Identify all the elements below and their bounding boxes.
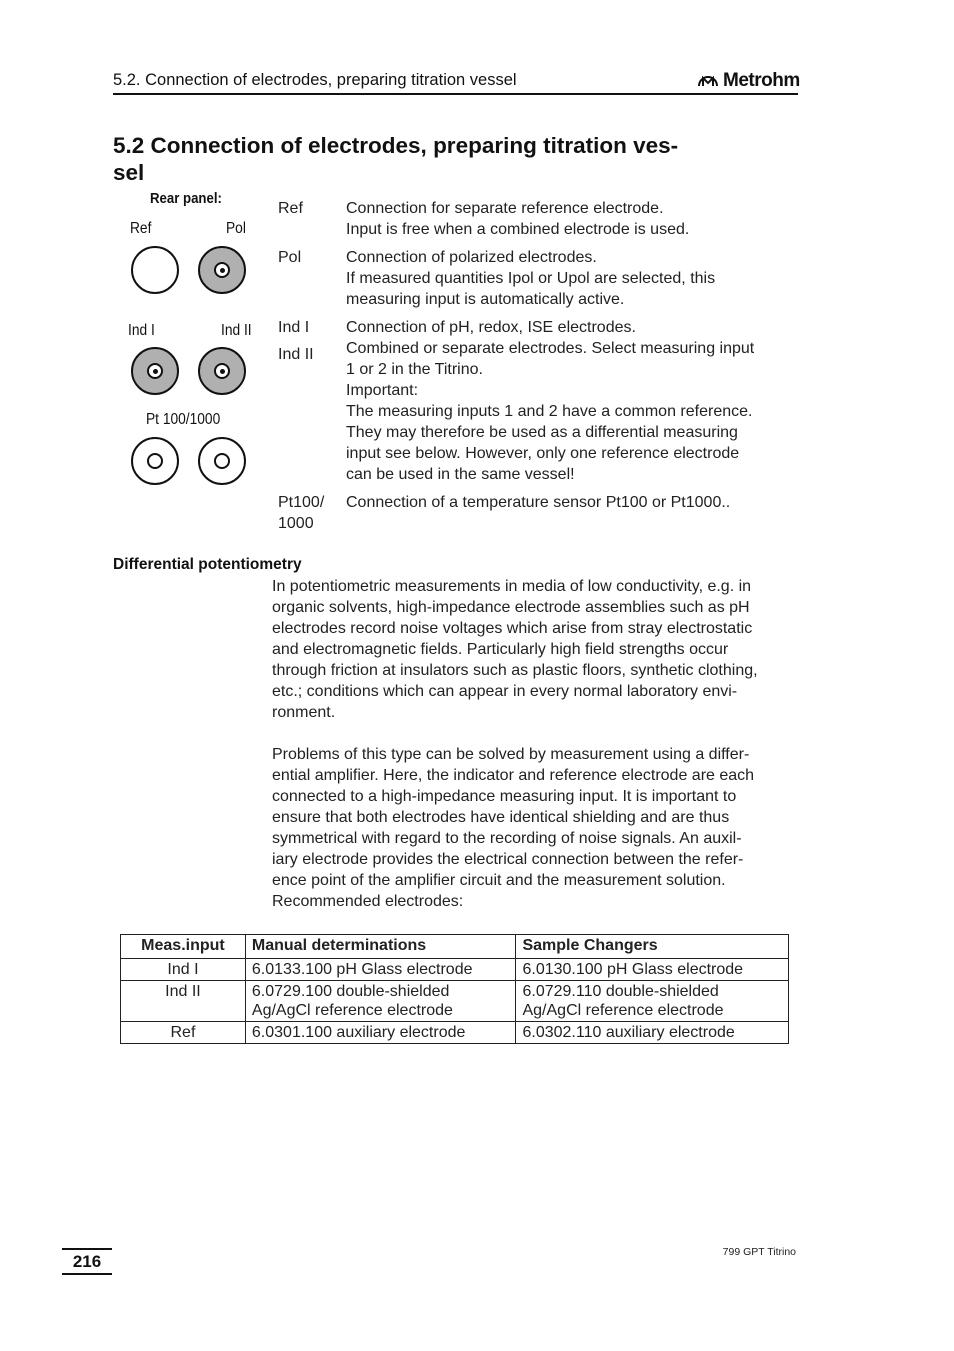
table-cell: 6.0133.100 pH Glass electrode	[245, 959, 516, 981]
table-header-cell: Manual determinations	[245, 935, 516, 959]
subsection-title: Differential potentiometry	[113, 556, 302, 573]
rear-label-ref: Ref	[130, 220, 152, 237]
logo-text: Metrohm	[723, 69, 800, 91]
conn-label-ind1: Ind I	[278, 319, 310, 336]
rear-label-pt: Pt 100/1000	[146, 411, 221, 428]
electrodes-table	[120, 934, 789, 1044]
brand-logo	[697, 68, 800, 93]
conn-label-pol: Pol	[278, 249, 302, 266]
section-title-line-1: 5.2 Connection of electrodes, preparing titration ves-	[113, 133, 679, 158]
ind2-socket-icon	[198, 347, 246, 395]
page-number: 216	[62, 1248, 112, 1275]
table-cell: 6.0130.100 pH Glass electrode	[516, 959, 789, 981]
rear-panel-title: Rear panel:	[150, 190, 222, 207]
conn-label-ref: Ref	[278, 200, 303, 217]
table-cell: 6.0302.110 auxiliary electrode	[516, 1022, 789, 1044]
table-cell: 6.0729.110 double-shielded Ag/AgCl reference electrode	[516, 981, 789, 1022]
pt-socket-2-icon	[198, 437, 246, 485]
rear-label-ind1: Ind I	[128, 322, 155, 339]
section-title-line-2: sel	[113, 160, 145, 185]
header-rule	[113, 93, 798, 95]
table-cell: Ind II	[121, 981, 246, 1022]
table-row	[121, 959, 789, 981]
conn-label-ind2: Ind II	[278, 346, 314, 363]
table-header-row	[121, 935, 789, 959]
table-cell: 6.0301.100 auxiliary electrode	[245, 1022, 516, 1044]
conn-desc-ref: Connection for separate reference electrode. Input is free when a combined electrode is used.	[346, 200, 690, 238]
rear-label-ind2: Ind II	[221, 322, 252, 339]
ind1-socket-icon	[131, 347, 179, 395]
ref-socket-icon	[131, 246, 179, 294]
running-header: 5.2. Connection of electrodes, preparing titration vessel	[113, 71, 517, 89]
product-name: 799 GPT Titrino	[722, 1246, 796, 1258]
paragraph-1: In potentiometric measurements in media of low conductivity, e.g. in organic solvents, high-impedance electrode assemblies such as pH electrodes record noise voltages which arise from stray electrostatic and electromagnetic fields. Particularly high field strengths occur through friction at insulators such as plastic floors, synthetic clothing, etc.; conditions which can appear in every normal laboratory envi- ronment.	[272, 578, 758, 721]
conn-label-pt: Pt100/ 1000	[278, 494, 325, 532]
conn-desc-pol: Connection of polarized electrodes. If measured quantities Ipol or Upol are selected, this measuring input is automatically active.	[346, 249, 716, 308]
pt-socket-1-icon	[131, 437, 179, 485]
rear-label-pol: Pol	[226, 220, 246, 237]
table-cell: Ref	[121, 1022, 246, 1044]
table-row	[121, 1022, 789, 1044]
paragraph-2: Problems of this type can be solved by measurement using a differ- ential amplifier. Here, the indicator and reference electrode are each connected to a high-impedance measuring input. It is important to ensure that both electrodes have identical shielding and are thus symmetrical with regard to the recording of noise signals. An auxil- iary electrode provides the electrical connection between the refer- ence point of the amplifier circuit and the measurement solution. Recommended electrodes:	[272, 746, 755, 910]
conn-desc-ind: Connection of pH, redox, ISE electrodes. Combined or separate electrodes. Select measuring input 1 or 2 in the Titrino. Important: The measuring inputs 1 and 2 have a common reference. They may therefore be used as a differential measuring input see below. However, only one reference electrode can be used in the same vessel!	[346, 319, 755, 483]
table-header-cell: Sample Changers	[516, 935, 789, 959]
pol-socket-icon	[198, 246, 246, 294]
conn-desc-pt: Connection of a temperature sensor Pt100 or Pt1000..	[346, 494, 731, 511]
table-cell: Ind I	[121, 959, 246, 981]
table-cell: 6.0729.100 double-shielded Ag/AgCl reference electrode	[245, 981, 516, 1022]
table-header-cell: Meas.input	[121, 935, 246, 959]
table-row	[121, 981, 789, 1022]
metrohm-logo-icon	[697, 68, 719, 93]
section-title	[113, 132, 793, 186]
